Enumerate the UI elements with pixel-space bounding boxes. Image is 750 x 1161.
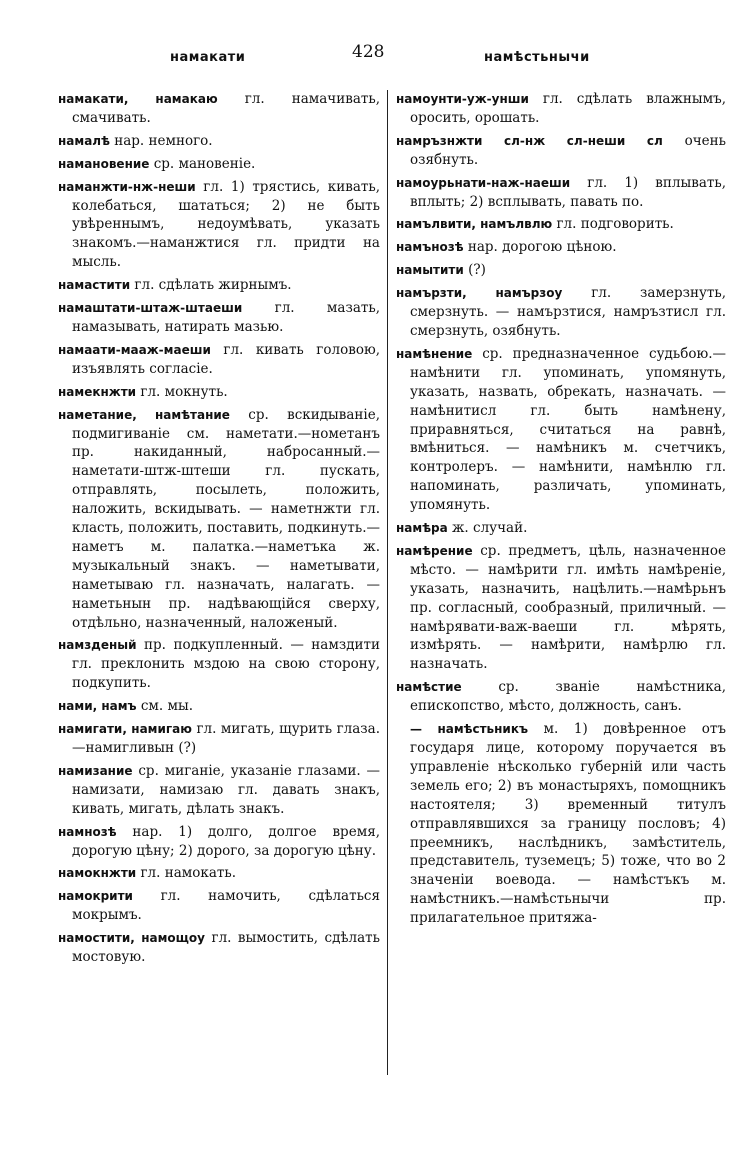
entry-headword: намановение [58, 156, 150, 171]
right-column [396, 90, 726, 932]
entry-definition: ср. мановеніе. [149, 155, 256, 172]
entry-definition: гл. сдѣлать жирнымъ. [130, 277, 292, 294]
entry-definition: пр. подкупленный. — намздити гл. преклонить мздою на свою сторону, подкупить. [72, 637, 380, 692]
entry-definition: ср. миганіе, указаніе глазами. — намизати, намизаю гл. давать знакъ, кивать, мигать, дѣлать знакъ. [72, 762, 380, 817]
dictionary-entry [58, 697, 380, 716]
dictionary-entry [396, 132, 726, 170]
dictionary-entry [396, 261, 726, 280]
entry-headword: наманжти-нж-неши [58, 179, 196, 194]
entry-headword: намнозѣ [58, 824, 117, 839]
entry-definition: гл. намочить, сдѣлаться мокрымъ. [72, 888, 380, 924]
dictionary-entry [58, 887, 380, 925]
dictionary-entry [58, 276, 380, 295]
entry-headword: намързти, намързоу [396, 286, 563, 301]
dictionary-entry [58, 929, 380, 967]
entry-headword: намоунти-уж-унши [396, 92, 529, 106]
entry-headword: намаштати-штаж-штаеши [58, 301, 243, 316]
left-column [58, 90, 380, 971]
entry-definition: нар. 1) долго, долгое время, дорогую цѣну; 2) дорого, за дорогую цѣну. [72, 823, 380, 859]
entry-headword: намигати, намигаю [58, 722, 192, 737]
entry-definition: гл. мазать, намазывать, натирать мазью. [72, 300, 380, 335]
dictionary-entry [58, 155, 380, 174]
dictionary-entry [58, 720, 380, 758]
dictionary-entry [58, 636, 380, 693]
dictionary-entry [396, 345, 726, 515]
dictionary-entry [58, 762, 380, 819]
entry-definition: гл. намачивать, смачивать. [72, 91, 380, 126]
page-number: 428 [352, 42, 385, 62]
dictionary-entry [58, 178, 380, 273]
dictionary-entry [58, 90, 380, 128]
entry-definition: гл. замерзнуть, смерзнуть. — намързтися, намръзтисл гл. смерзнуть, озябнуть. [410, 285, 726, 339]
dictionary-entry [58, 299, 380, 337]
entry-definition: гл. мигать, щурить глаза.—намигливын (?) [72, 721, 380, 756]
dictionary-entry [396, 90, 726, 128]
entry-headword: наметание, намѣтание [58, 407, 230, 422]
entry-headword: намалѣ [58, 133, 110, 148]
entry-headword: намастити [58, 278, 131, 293]
entry-definition: нар. немного. [109, 132, 213, 149]
entry-definition: гл. 1) трястись, кивать, колебаться, шататься; 2) не быть увѣреннымъ, недоумѣвать, указать знакомъ.—наманжтися гл. придти на мысль. [72, 178, 380, 271]
dictionary-entry [396, 215, 726, 234]
entry-definition: гл. намокать. [136, 865, 236, 882]
entry-headword: намѣнение [396, 346, 473, 361]
entry-definition: ср. предназначенное судьбою.—намѣнити гл. упоминать, упомянуть, указать, назвать, обрекать, назначать. — намѣнитисл гл. быть намѣнену, приравняться, считаться на равнѣ, вмѣниться. — намѣникъ м. счетчикъ, контролеръ. — намѣнити, намѣнлю гл. напоминать, различать, упоминать, упомянуть. [410, 345, 726, 514]
entry-definition: ж. случай. [447, 520, 528, 537]
dictionary-entry [58, 823, 380, 861]
entry-definition: см. мы. [136, 698, 194, 715]
entry-headword: намекнжти [58, 384, 137, 399]
dictionary-entry [396, 542, 726, 674]
entry-headword: намостити, намощоу [58, 931, 205, 946]
entry-headword: намънозѣ [396, 240, 464, 255]
entry-headword: намокрити [58, 889, 133, 904]
dictionary-entry [58, 132, 380, 151]
entry-definition: ср. предметъ, цѣль, назначенное мѣсто. — намѣрити гл. имѣть намѣреніе, указать, назначить, нацѣлить.—намѣрьнъ пр. согласный, сообразный, приличный. — намѣрявати-важ-ваеши гл. мѣрять, измѣрять. — намѣрити, намѣрлю гл. назначать. [410, 542, 726, 673]
dictionary-entry [396, 284, 726, 341]
dictionary-entry [58, 383, 380, 402]
dictionary-entry [396, 519, 726, 538]
entry-headword: намѣстие [396, 680, 462, 695]
entry-headword: намокнжти [58, 866, 137, 881]
entry-headword: намакати, намакаю [58, 92, 218, 106]
header-right-word: намѣстьнычи [484, 50, 590, 65]
dictionary-entry [58, 341, 380, 379]
entry-definition: гл. 1) вплывать, вплыть; 2) всплывать, павать по. [410, 174, 726, 210]
dictionary-entry [396, 238, 726, 257]
entry-headword: намѣрение [396, 543, 473, 558]
entry-headword: намѣра [396, 521, 448, 536]
entry-definition: м. 1) довѣренное отъ государя лице, которому поручается въ управленіе нѣсколько губерній или часть земель его; 2) въ монастыряхъ, помощникъ настоятеля; 3) временный титулъ отправлявшихся за границу пословъ; 4) преемникъ, наслѣдникъ, замѣститель, представитель, туземецъ; 5) тоже, что во 2 значеніи воевода. — намѣстъкъ м. намѣстникъ.—намѣстьнычи пр. прилагательное притяжа- [410, 721, 726, 927]
entry-headword: намълвити, намълвлю [396, 217, 553, 232]
entry-definition: нар. дорогою цѣною. [463, 239, 617, 256]
dictionary-entry [396, 174, 726, 212]
column-divider [387, 90, 388, 1075]
dictionary-entry [396, 678, 726, 716]
header-left-word: намакати [170, 50, 246, 65]
entry-definition: ср. званіе намѣстника, епископство, мѣсто, должность, санъ. [410, 679, 726, 715]
entry-headword: намаати-мааж-маеши [58, 342, 211, 357]
dictionary-entry [58, 864, 380, 883]
dictionary-entry [396, 720, 726, 928]
entry-definition: гл. вымостить, сдѣлать мостовую. [72, 930, 380, 966]
entry-definition: очень озябнуть. [410, 132, 727, 168]
entry-definition: гл. подговорить. [552, 216, 674, 233]
entry-definition: ср. вскидываніе, подмигиваніе см. наметати.—нометанъ пр. накиданный, наброcанный.—наметати-штж-штеши гл. пускать, отправлять, посылеть, положить, наложить, вскидывать. — наметнжти гл. класть, положить, поставить, подкинуть.—наметъ м. палатка.—наметъка ж. музыкальный знакъ. — наметывати, наметываю гл. назначать, налагать. — наметьнын пр. надѣвающійся сверху, отдѣльно, назначенный, наложеный. [72, 406, 380, 631]
entry-headword: намръзнжти сл-нж сл-неши сл [396, 133, 663, 148]
entry-headword: нами, намъ [58, 699, 137, 714]
entry-headword: намизание [58, 763, 133, 778]
entry-headword: намытити [396, 263, 464, 278]
entry-headword: — намѣстьникъ [410, 722, 528, 737]
entry-definition: гл. мокнуть. [136, 383, 228, 400]
dictionary-entry [58, 406, 380, 633]
entry-headword: намзденый [58, 638, 137, 653]
entry-headword: намоурьнати-наж-наеши [396, 175, 571, 190]
entry-definition: (?) [463, 262, 486, 279]
entry-definition: гл. сдѣлать влажнымъ, оросить, орошать. [410, 91, 726, 126]
entry-definition: гл. кивать головою, изъявлять согласіе. [72, 341, 380, 377]
